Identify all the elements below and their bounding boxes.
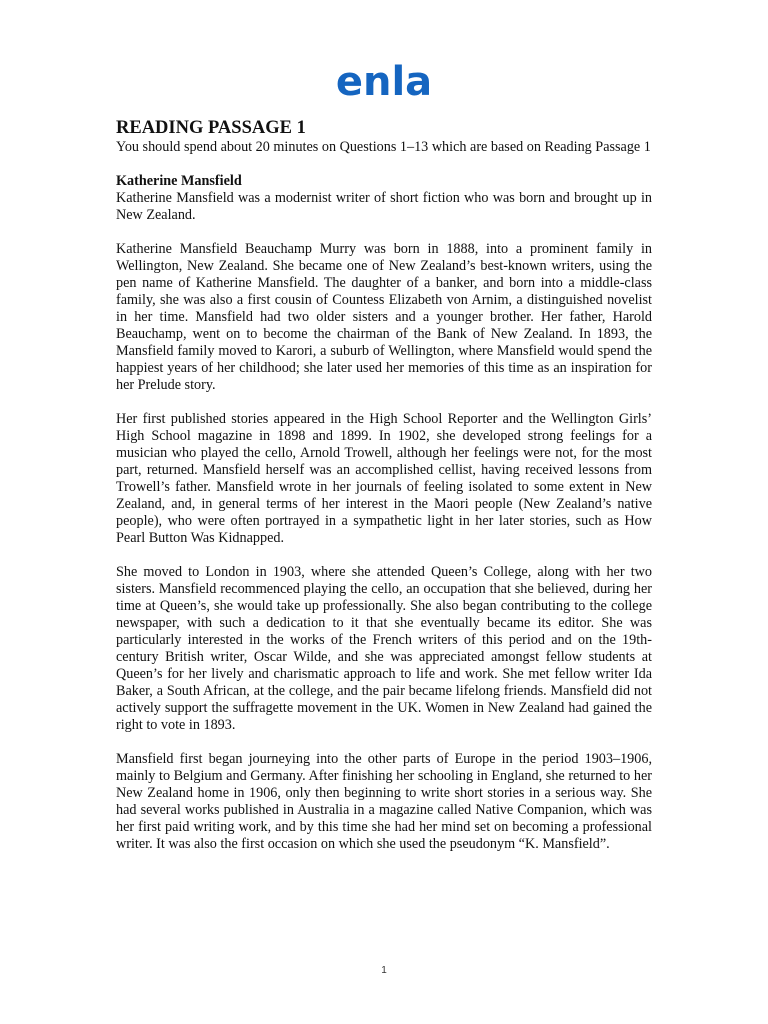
passage-paragraph-5: Mansfield first began journeying into the other parts of Europe in the period 1903–1906, mainly to Belgium and Germany. After finishing her schooling in England, she returned to her New Zealand home in 1906, only then beginning to write short stories in a serious way. She had several works published in Australia in a magazine called Native Companion, which was her first paid writing work, and by this time she had her mind set on becoming a professional writer. It was also the first occasion on which she used the pseudonym “K. Mansfield”. <box>116 751 652 852</box>
passage-paragraph-1: Katherine Mansfield was a modernist writer of short fiction who was born and brought up in New Zealand. <box>116 190 652 223</box>
reading-passage <box>116 118 652 870</box>
passage-paragraph-3: Her first published stories appeared in the High School Reporter and the Wellington Girls’ High School magazine in 1898 and 1899. In 1902, she developed strong feelings for a musician who played the cello, Arnold Trowell, although her feelings were not, for the most part, returned. Mansfield herself was an accomplished cellist, having received lessons from Trowell’s father. Mansfield wrote in her journals of feeling isolated to some extent in New Zealand, and, in general terms of her interest in the Maori people (New Zealand’s native people), who were often portrayed in a sympathetic light in her later stories, such as How Pearl Button Was Kidnapped. <box>116 411 652 546</box>
passage-paragraph-2: Katherine Mansfield Beauchamp Murry was born in 1888, into a prominent family in Wellington, New Zealand. She became one of New Zealand’s best-known writers, using the pen name of Katherine Mansfield. The daughter of a banker, and born into a middle-class family, she was also a first cousin of Countess Elizabeth von Arnim, a distinguished novelist in her time. Mansfield had two older sisters and a younger brother. Her father, Harold Beauchamp, went on to become the chairman of the Bank of New Zealand. In 1893, the Mansfield family moved to Karori, a suburb of Wellington, where Mansfield would spend the happiest years of her childhood; she later used her memories of this time as an inspiration for her Prelude story. <box>116 241 652 393</box>
passage-title: Katherine Mansfield <box>116 173 242 189</box>
page-number: 1 <box>381 965 387 976</box>
passage-instruction: You should spend about 20 minutes on Questions 1–13 which are based on Reading Passage 1 <box>116 139 651 155</box>
passage-heading: READING PASSAGE 1 <box>116 118 306 138</box>
enla-logo: enla <box>335 59 433 105</box>
passage-paragraph-4: She moved to London in 1903, where she attended Queen’s College, along with her two sisters. Mansfield recommenced playing the cello, an occupation that she believed, during her time at Queen’s, she would take up professionally. She also began contributing to the college newspaper, with such a dedication to it that she eventually became its editor. She was particularly interested in the works of the French writers of this period and on the 19th-century British writer, Oscar Wilde, and she was appreciated amongst fellow students at Queen’s for her lively and charismatic approach to life and work. She met fellow writer Ida Baker, a South African, at the college, and the pair became lifelong friends. Mansfield did not actively support the suffragette movement in the UK. Women in New Zealand had gained the right to vote in 1893. <box>116 564 652 733</box>
